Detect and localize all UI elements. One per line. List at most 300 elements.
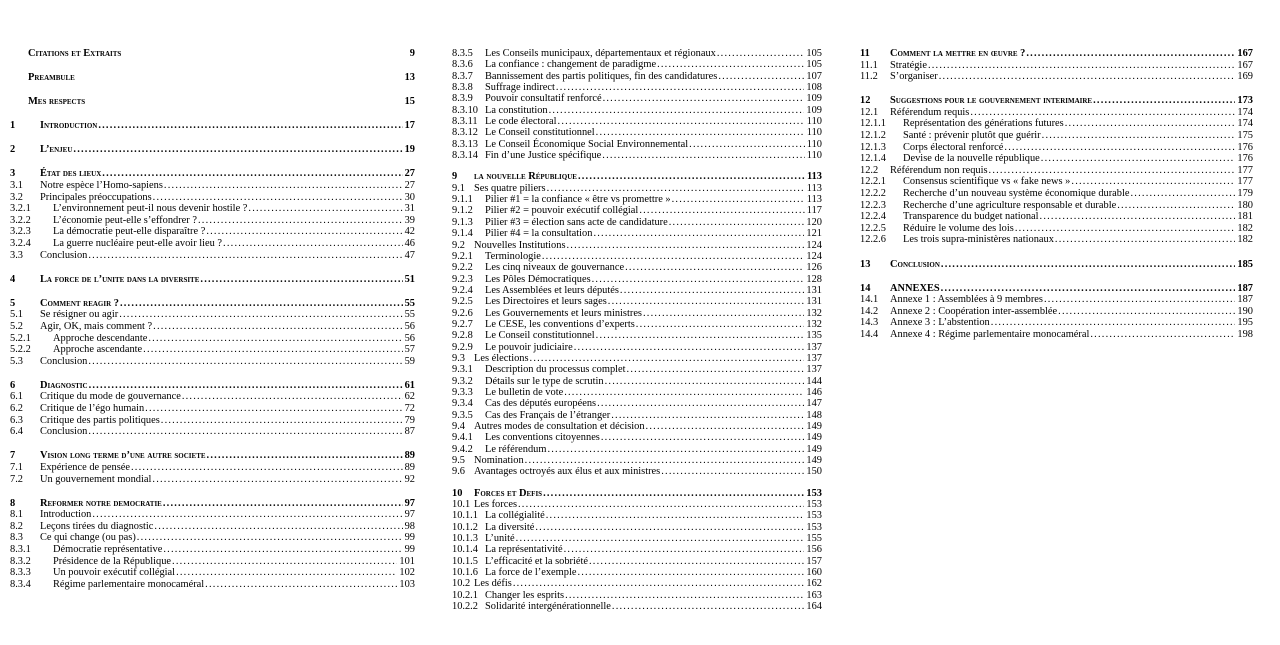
toc-entry-title: Représentation des générations futures [903,118,1064,130]
toc-entry-number: 9.3.2 [452,375,473,387]
toc-entry-title: Le pouvoir judiciaire [485,341,573,353]
toc-entry-number: 7.2 [10,473,23,485]
toc-entry-number: 9.1.3 [452,216,473,228]
toc-entry[interactable] [860,188,1253,200]
toc-entry-page: 102 [399,567,415,579]
toc-entry-number: 6 [10,379,16,391]
toc-entry[interactable] [10,415,415,427]
toc-entry[interactable] [10,250,415,262]
dot-leader [73,144,402,156]
toc-entry[interactable] [452,421,822,432]
toc-entry-page: 98 [404,520,415,532]
toc-entry[interactable] [10,180,415,192]
toc-entry[interactable] [452,296,822,307]
toc-front-entry[interactable] [10,72,415,84]
toc-entry[interactable] [10,579,415,591]
toc-entry-number: 3.2.1 [10,203,31,215]
toc-entry[interactable] [860,142,1253,154]
toc-entry[interactable] [860,306,1253,318]
toc-entry[interactable] [452,342,822,353]
dot-leader [137,532,403,544]
toc-entry-page: 55 [404,309,415,321]
toc-entry-page: 160 [806,567,822,579]
toc-entry[interactable] [860,107,1253,119]
toc-entry-title: Devise de la nouvelle république [903,153,1040,165]
toc-group [860,259,1253,271]
toc-entry-number: 11 [860,48,870,59]
toc-entry[interactable] [452,567,822,578]
toc-entry[interactable] [452,410,822,421]
toc-entry-title: Les Gouvernements et leurs ministres [485,307,642,319]
toc-entry-title: Le CESE, les conventions d’experts [485,318,635,330]
toc-entry[interactable] [860,118,1253,130]
toc-entry-number: 8.3.10 [452,104,478,116]
toc-entry[interactable] [10,532,415,544]
toc-entry[interactable] [10,192,415,204]
toc-entry-number: 5.1 [10,309,23,321]
toc-entry-page: 27 [404,180,415,192]
toc-entry-title: Critique des partis politiques [40,414,160,426]
toc-entry-page: 155 [806,533,822,545]
toc-entry-page: 157 [806,555,822,567]
toc-entry-number: 8.1 [10,509,23,521]
dot-leader [603,93,805,104]
toc-entry-number: 3.1 [10,180,23,192]
toc-entry[interactable] [860,130,1253,142]
toc-entry-title: Référendum requis [890,106,970,118]
toc-entry-number: 3.2.3 [10,226,31,238]
toc-entry[interactable] [452,308,822,319]
toc-entry-page: 146 [806,386,822,398]
toc-front-entry[interactable] [10,96,415,108]
toc-group [860,48,1253,83]
toc-entry[interactable] [860,176,1253,188]
toc-entry-title: Introduction [40,120,98,132]
toc-entry-page: 113 [806,171,822,183]
toc-entry-number: 8.3.8 [452,82,473,94]
toc-entry-page: 99 [404,532,415,544]
toc-entry-title: Ses quatre piliers [474,182,546,194]
toc-entry[interactable] [452,251,822,262]
toc-column-1 [10,0,415,590]
toc-entry-page: 105 [806,48,822,59]
toc-entry-title: La force de l’exemple [485,567,577,579]
toc-column-2 [452,0,822,613]
toc-entry[interactable] [10,226,415,238]
toc-heading-entry[interactable] [452,171,822,182]
toc-entry-page: 167 [1237,59,1253,71]
dot-leader [689,139,805,150]
toc-entry-number: 9.3.5 [452,409,473,421]
toc-heading-entry[interactable] [10,380,415,392]
toc-entry-title: Recherche d’un nouveau système économique durable [903,188,1130,200]
toc-entry-page: 173 [1237,95,1253,107]
dot-leader [1026,48,1235,60]
toc-entry-page: 120 [806,216,822,228]
toc-entry[interactable] [10,544,415,556]
toc-entry[interactable] [452,93,822,104]
toc-entry[interactable] [452,499,822,510]
toc-entry-title: Principales préoccupations [40,191,152,203]
toc-entry-number: 10.1 [452,499,471,511]
toc-entry[interactable] [452,353,822,364]
dot-leader [120,298,403,310]
toc-entry-number: 9.3.1 [452,364,473,376]
toc-entry[interactable] [860,234,1253,246]
toc-entry-title: L’unité [485,533,515,545]
toc-entry-page: 46 [404,238,415,250]
dot-leader [657,59,804,70]
toc-entry-number: 14.4 [860,328,879,340]
toc-entry-title: La constitution [485,104,548,116]
toc-group [452,488,822,613]
toc-heading-entry[interactable] [10,498,415,510]
toc-entry-title: La représentativité [485,544,563,556]
toc-entry-number: 10.1.6 [452,567,478,579]
dot-leader [98,120,402,132]
toc-entry[interactable] [452,217,822,228]
toc-entry-number: 9.2.8 [452,330,473,342]
dot-leader [145,403,402,415]
toc-entry[interactable] [10,556,415,568]
toc-entry-number: 6.2 [10,403,23,415]
toc-entry-number: 6.1 [10,391,23,403]
toc-entry[interactable] [860,71,1253,83]
toc-entry-page: 187 [1237,294,1253,306]
toc-entry-title: Diagnostic [40,379,88,391]
toc-entry[interactable] [10,462,415,474]
dot-leader [970,107,1235,119]
toc-entry[interactable] [10,391,415,403]
toc-entry[interactable] [10,203,415,215]
toc-entry[interactable] [452,466,822,477]
toc-entry[interactable] [452,364,822,375]
toc-entry-page: 128 [806,273,822,285]
toc-entry-number: 8.2 [10,520,23,532]
toc-heading-entry[interactable] [10,298,415,310]
toc-entry-title: Critique du mode de gouvernance [40,391,181,403]
toc-entry-number: 3.2.4 [10,238,31,250]
toc-entry[interactable] [860,153,1253,165]
dot-leader [198,215,403,227]
toc-entry-page: 153 [806,487,822,499]
toc-heading-entry[interactable] [860,283,1253,295]
toc-group [10,450,415,485]
toc-entry-page: 105 [806,59,822,71]
toc-entry-title: Le Conseil constitutionnel [485,330,595,342]
toc-entry[interactable] [452,183,822,194]
toc-entry-title: La collégialité [485,510,545,522]
toc-entry-page: 56 [404,321,415,332]
dot-leader [1042,130,1236,142]
toc-entry-title: Les défis [474,578,512,590]
toc-entry[interactable] [452,127,822,138]
toc-entry-number: 12.1.4 [860,153,886,165]
toc-entry[interactable] [452,194,822,205]
toc-entry[interactable] [10,344,415,356]
dot-leader [152,474,402,486]
toc-entry-number: 5.3 [10,355,23,367]
toc-entry[interactable] [452,105,822,116]
toc-entry-number: 3.2.2 [10,214,31,226]
toc-entry-page: 9 [409,48,415,59]
toc-entry-number: 10 [452,487,463,499]
toc-entry-title: Citations et Extraits [28,48,122,59]
dot-leader [205,579,397,591]
toc-entry-page: 174 [1237,106,1253,118]
toc-heading-entry[interactable] [10,144,415,156]
toc-heading-entry[interactable] [10,120,415,132]
toc-group [10,144,415,156]
dot-leader [518,499,804,510]
dot-leader [547,183,805,194]
toc-entry-title: Comment la mettre en œuvre ? [890,48,1026,59]
dot-leader [172,556,397,568]
toc-heading-entry[interactable] [10,168,415,180]
toc-entry-page: 101 [399,555,415,567]
toc-entry-number: 4 [10,273,16,285]
toc-entry[interactable] [452,262,822,273]
dot-leader [636,319,805,330]
toc-entry[interactable] [10,403,415,415]
toc-entry[interactable] [452,444,822,455]
toc-entry-page: 15 [404,96,415,108]
toc-entry-title: Recherche d’une agriculture responsable et durable [903,199,1117,211]
toc-entry-page: 185 [1237,258,1253,270]
toc-heading-entry[interactable] [860,259,1253,271]
toc-entry-number: 5.2.2 [10,344,31,356]
toc-entry-title: La force de l’unite dans la diversite [40,273,200,285]
toc-group [10,96,415,108]
dot-leader [89,380,403,392]
toc-entry-page: 149 [806,443,822,455]
toc-entry[interactable] [452,432,822,443]
toc-group [860,95,1253,246]
toc-entry[interactable] [860,294,1253,306]
dot-leader [547,444,804,455]
dot-leader [589,556,804,567]
toc-entry[interactable] [452,139,822,150]
toc-entry[interactable] [10,567,415,579]
toc-entry-number: 9.4.2 [452,443,473,455]
toc-entry-page: 57 [404,344,415,356]
toc-entry[interactable] [452,376,822,387]
toc-entry[interactable] [10,521,415,533]
toc-entry-title: Réduire le volume des lois [903,222,1014,234]
toc-entry-page: 176 [1237,141,1253,153]
toc-entry-title: État des lieux [40,168,102,180]
toc-entry-title: Référendum non requis [890,164,988,176]
toc-entry[interactable] [452,387,822,398]
dot-leader [558,116,805,127]
toc-entry[interactable] [860,317,1253,329]
toc-entry[interactable] [10,309,415,321]
toc-entry-page: 132 [806,307,822,319]
toc-heading-entry[interactable] [10,274,415,286]
dot-leader [154,521,402,533]
toc-entry-title: Nomination [474,455,524,467]
toc-entry[interactable] [452,398,822,409]
toc-entry[interactable] [860,211,1253,223]
toc-heading-entry[interactable] [10,450,415,462]
toc-entry-title: Cas des Français de l’étranger [485,409,611,421]
toc-entry-page: 187 [1237,282,1253,294]
toc-entry[interactable] [10,356,415,368]
toc-entry-number: 9.3.3 [452,386,473,398]
toc-entry-title: Vision long terme d’une autre societe [40,450,206,462]
toc-front-entry[interactable] [10,48,415,60]
toc-entry[interactable] [452,59,822,70]
dot-leader [1065,118,1236,130]
toc-entry-page: 190 [1237,305,1253,317]
toc-entry-title: la nouvelle République [474,171,577,183]
toc-entry[interactable] [860,60,1253,72]
toc-heading-entry[interactable] [452,488,822,499]
toc-heading-entry[interactable] [860,48,1253,60]
dot-leader [939,71,1236,83]
toc-entry[interactable] [452,533,822,544]
toc-entry-page: 113 [806,194,822,206]
toc-entry-title: Présidence de la République [53,555,172,567]
toc-entry[interactable] [860,223,1253,235]
toc-entry[interactable] [452,601,822,612]
toc-entry-page: 198 [1237,328,1253,340]
dot-leader [530,353,805,364]
toc-entry[interactable] [452,455,822,466]
toc-entry-number: 8.3.9 [452,93,473,105]
toc-heading-entry[interactable] [860,95,1253,107]
toc-entry[interactable] [10,215,415,227]
toc-entry-number: 8.3.13 [452,138,478,150]
toc-entry[interactable] [10,509,415,521]
dot-leader [567,240,805,251]
toc-entry-page: 97 [404,509,415,521]
toc-entry-page: 124 [806,250,822,262]
toc-entry[interactable] [452,240,822,251]
toc-entry-title: Pilier #1 = la confiance « être vs promettre » [485,194,671,206]
toc-entry[interactable] [452,522,822,533]
toc-group [10,48,415,60]
toc-entry-number: 11.1 [860,59,878,71]
toc-entry[interactable] [10,333,415,345]
toc-entry-title: Les forces [474,499,517,511]
toc-entry[interactable] [452,228,822,239]
toc-entry-page: 149 [806,432,822,444]
toc-entry[interactable] [452,48,822,59]
dot-leader [596,330,805,341]
toc-entry-title: Le bulletin de vote [485,386,564,398]
toc-entry-title: Régime parlementaire monocaméral [53,578,205,590]
toc-entry-title: Autres modes de consultation et décision [474,421,645,432]
toc-entry-page: 176 [1237,153,1253,165]
toc-entry[interactable] [452,544,822,555]
toc-entry[interactable] [860,165,1253,177]
toc-entry-number: 9.4.1 [452,432,473,444]
dot-leader [605,376,805,387]
toc-entry-page: 163 [806,589,822,601]
toc-entry-number: 9.1 [452,182,465,194]
toc-entry-page: 31 [404,203,415,215]
toc-entry[interactable] [452,71,822,82]
toc-entry[interactable] [452,205,822,216]
toc-entry-number: 2 [10,144,16,156]
toc-entry-title: Cas des députés européens [485,398,597,410]
toc-entry-title: Solidarité intergénérationnelle [485,601,611,613]
toc-entry-page: 59 [404,355,415,367]
toc-entry-number: 12.1.1 [860,118,886,130]
toc-entry[interactable] [452,578,822,589]
toc-entry-title: Les Directoires et leurs sages [485,296,607,308]
toc-entry-title: Conclusion [890,258,940,270]
dot-leader [991,317,1236,329]
toc-entry[interactable] [860,329,1253,341]
toc-entry-title: Le Conseil constitutionnel [485,127,595,139]
toc-entry-number: 8.3 [10,532,23,544]
toc-entry[interactable] [10,321,415,333]
dot-leader [131,462,403,474]
dot-leader [176,567,397,579]
toc-entry-number: 6.4 [10,426,23,438]
toc-entry-page: 137 [806,364,822,376]
toc-entry[interactable] [452,116,822,127]
toc-entry[interactable] [10,474,415,486]
toc-entry-page: 107 [806,70,822,82]
toc-entry-number: 9.5 [452,455,465,467]
toc-entry-title: Corps électoral renforcé [903,141,1004,153]
dot-leader [513,578,805,589]
toc-entry[interactable] [452,510,822,521]
toc-entry[interactable] [452,330,822,341]
toc-entry-number: 8.3.6 [452,59,473,71]
toc-entry[interactable] [452,82,822,93]
toc-entry[interactable] [452,285,822,296]
toc-entry[interactable] [10,426,415,438]
toc-entry-number: 10.2.1 [452,589,478,601]
toc-entry-number: 9.1.4 [452,228,473,240]
toc-entry-title: Les Assemblées et leurs députés [485,284,619,296]
dot-leader [565,590,804,601]
toc-entry-title: L’efficacité et la sobriété [485,555,588,567]
toc-entry[interactable] [452,319,822,330]
toc-entry-number: 10.2.2 [452,601,478,613]
toc-entry-page: 79 [404,414,415,426]
toc-entry-page: 110 [806,116,822,128]
toc-entry-number: 12.2.3 [860,199,886,211]
toc-entry[interactable] [860,200,1253,212]
toc-entry-title: Les Pôles Démocratiques [485,273,591,285]
toc-entry[interactable] [452,150,822,161]
toc-entry-title: Forces et Defis [474,487,543,499]
toc-entry[interactable] [452,590,822,601]
toc-entry[interactable] [452,274,822,285]
dot-leader [928,60,1235,72]
toc-entry-title: Suggestions pour le gouvernement interimaire [890,95,1093,107]
dot-leader [564,544,805,555]
toc-entry-title: Terminologie [485,250,541,262]
toc-entry[interactable] [10,238,415,250]
toc-entry[interactable] [452,556,822,567]
toc-entry-number: 9.2.9 [452,341,473,353]
dot-leader [88,356,402,368]
toc-entry-title: Les trois supra-ministères nationaux [903,234,1054,246]
toc-entry-title: L’environnement peut-il nous devenir hostile ? [53,203,248,215]
toc-entry-title: Reformer notre democratie [40,497,162,509]
dot-leader [1015,223,1236,235]
toc-entry-page: 19 [404,144,415,156]
toc-entry-number: 3.3 [10,249,23,261]
toc-entry-page: 149 [806,421,822,432]
toc-entry-page: 148 [806,409,822,421]
